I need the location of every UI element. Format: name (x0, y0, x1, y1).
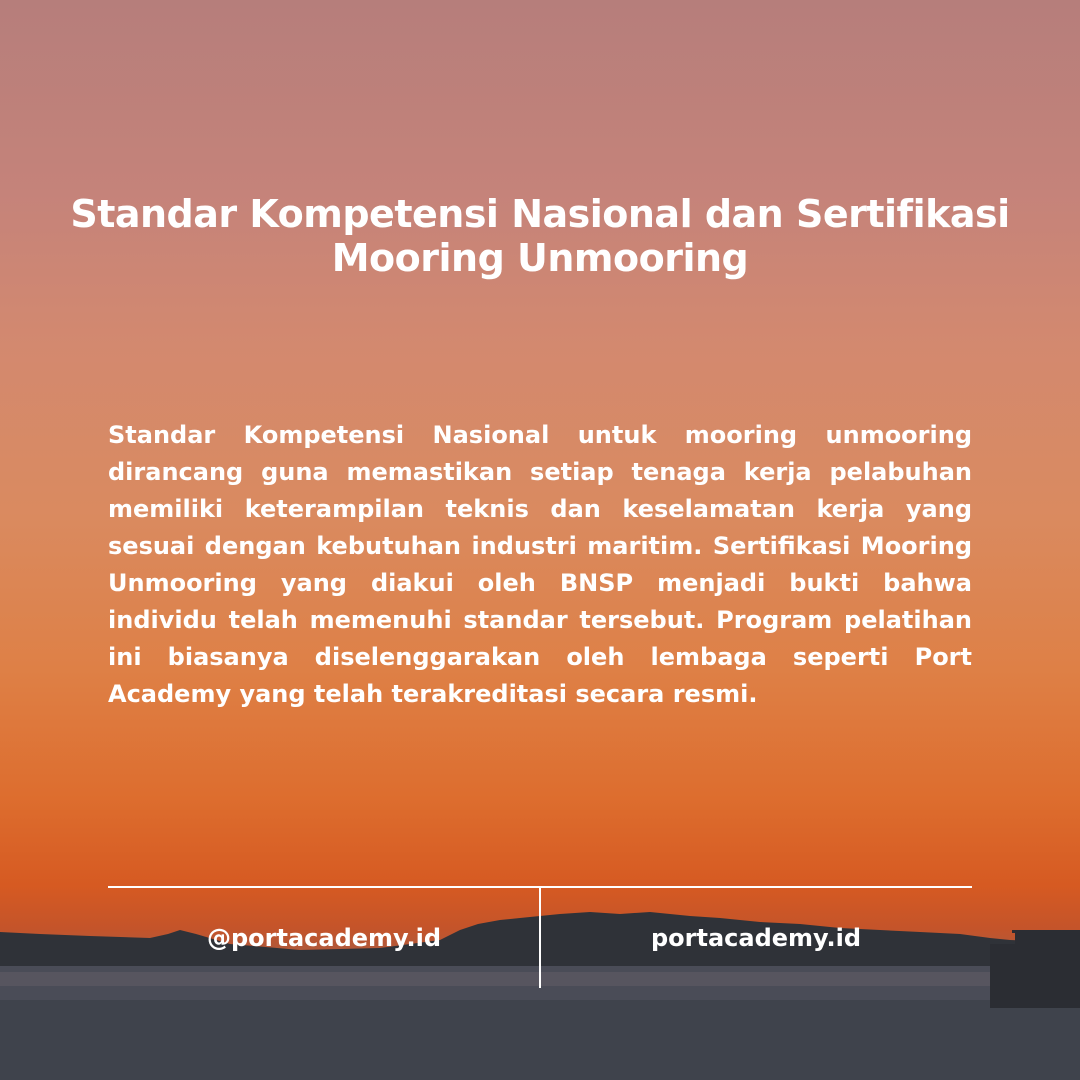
ice-band (0, 1000, 1080, 1080)
page-title: Standar Kompetensi Nasional dan Sertifikasi Mooring Unmooring (70, 192, 1010, 280)
body-paragraph: Standar Kompetensi Nasional untuk mooring unmooring dirancang guna memastikan setiap tenaga kerja pelabuhan memiliki keterampilan teknis dan keselamatan kerja yang sesuai dengan kebutuhan industri maritim. Sertifikasi Mooring Unmooring yang diakui oleh BNSP menjadi bukti bahwa individu telah memenuhi standar tersebut. Program pelatihan ini biasanya diselenggarakan oleh lembaga seperti Port Academy yang telah terakreditasi secara resmi. (108, 421, 972, 708)
pier-railing (1012, 930, 1080, 933)
instagram-handle-link[interactable]: @portacademy.id (206, 924, 442, 952)
website-link[interactable]: portacademy.id (650, 924, 862, 952)
